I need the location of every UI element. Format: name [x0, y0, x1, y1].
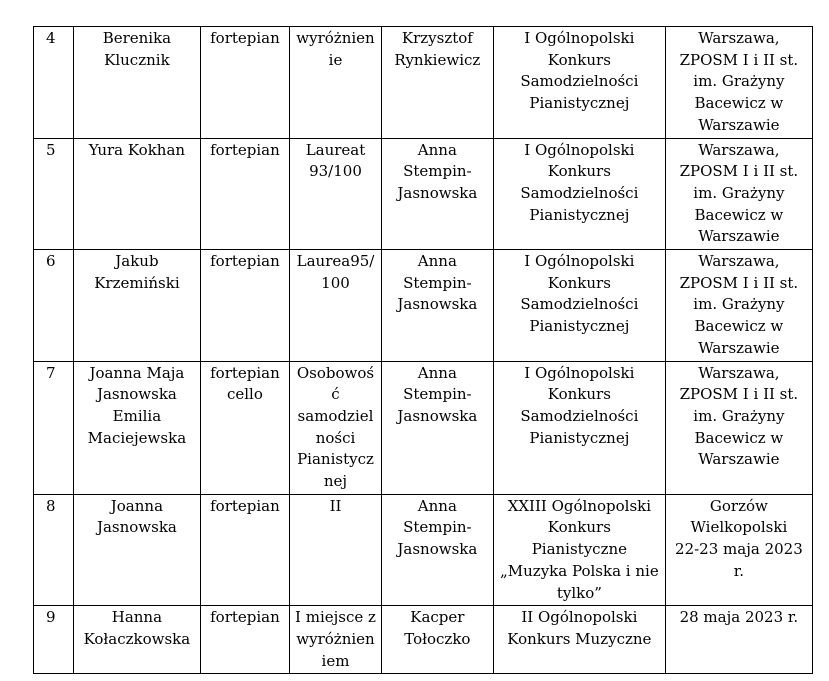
cell-number: 7	[34, 361, 74, 494]
table-row	[34, 606, 813, 674]
table-row	[34, 27, 813, 139]
cell-competition: I Ogólnopolski Konkurs Samodzielności Pianistycznej	[493, 138, 665, 250]
cell-instrument: fortepian	[200, 27, 290, 139]
table-row	[34, 494, 813, 606]
cell-competition: I Ogólnopolski Konkurs Samodzielności Pianistycznej	[493, 250, 665, 362]
cell-teacher: Anna Stempin- Jasnowska	[381, 361, 493, 494]
cell-student-name: Yura Kokhan	[74, 138, 201, 250]
cell-place: Warszawa, ZPOSM I i II st. im. Grażyny Bacewicz w Warszawie	[665, 361, 812, 494]
cell-instrument: fortepian	[200, 250, 290, 362]
cell-place: Warszawa, ZPOSM I i II st. im. Grażyny Bacewicz w Warszawie	[665, 27, 812, 139]
cell-teacher: Anna Stempin- Jasnowska	[381, 138, 493, 250]
cell-teacher: Anna Stempin- Jasnowska	[381, 250, 493, 362]
cell-result: II	[290, 494, 382, 606]
cell-number: 9	[34, 606, 74, 674]
cell-result: Laurea95/ 100	[290, 250, 382, 362]
cell-teacher: Kacper Tołoczko	[381, 606, 493, 674]
cell-competition: XXIII Ogólnopolski Konkurs Pianistyczne „Muzyka Polska i nie tylko”	[493, 494, 665, 606]
cell-instrument: fortepian	[200, 138, 290, 250]
cell-number: 4	[34, 27, 74, 139]
cell-place: Warszawa, ZPOSM I i II st. im. Grażyny Bacewicz w Warszawie	[665, 138, 812, 250]
table-row	[34, 250, 813, 362]
cell-teacher: Krzysztof Rynkiewicz	[381, 27, 493, 139]
cell-instrument: fortepian	[200, 494, 290, 606]
cell-student-name: Hanna Kołaczkowska	[74, 606, 201, 674]
cell-number: 8	[34, 494, 74, 606]
results-table	[33, 26, 813, 674]
cell-competition: I Ogólnopolski Konkurs Samodzielności Pianistycznej	[493, 27, 665, 139]
cell-place: 28 maja 2023 r.	[665, 606, 812, 674]
cell-number: 6	[34, 250, 74, 362]
cell-result: Osobowoś ć samodziel ności Pianistycz nej	[290, 361, 382, 494]
cell-result: Laureat 93/100	[290, 138, 382, 250]
table-row	[34, 361, 813, 494]
cell-result: wyróżnien ie	[290, 27, 382, 139]
cell-instrument: fortepian cello	[200, 361, 290, 494]
cell-result: I miejsce z wyróżnien iem	[290, 606, 382, 674]
cell-teacher: Anna Stempin- Jasnowska	[381, 494, 493, 606]
cell-student-name: Jakub Krzemiński	[74, 250, 201, 362]
cell-instrument: fortepian	[200, 606, 290, 674]
cell-student-name: Berenika Klucznik	[74, 27, 201, 139]
table-row	[34, 138, 813, 250]
cell-competition: II Ogólnopolski Konkurs Muzyczne	[493, 606, 665, 674]
cell-number: 5	[34, 138, 74, 250]
cell-place: Gorzów Wielkopolski 22-23 maja 2023 r.	[665, 494, 812, 606]
cell-student-name: Joanna Maja Jasnowska Emilia Maciejewska	[74, 361, 201, 494]
cell-student-name: Joanna Jasnowska	[74, 494, 201, 606]
cell-place: Warszawa, ZPOSM I i II st. im. Grażyny Bacewicz w Warszawie	[665, 250, 812, 362]
cell-competition: I Ogólnopolski Konkurs Samodzielności Pianistycznej	[493, 361, 665, 494]
